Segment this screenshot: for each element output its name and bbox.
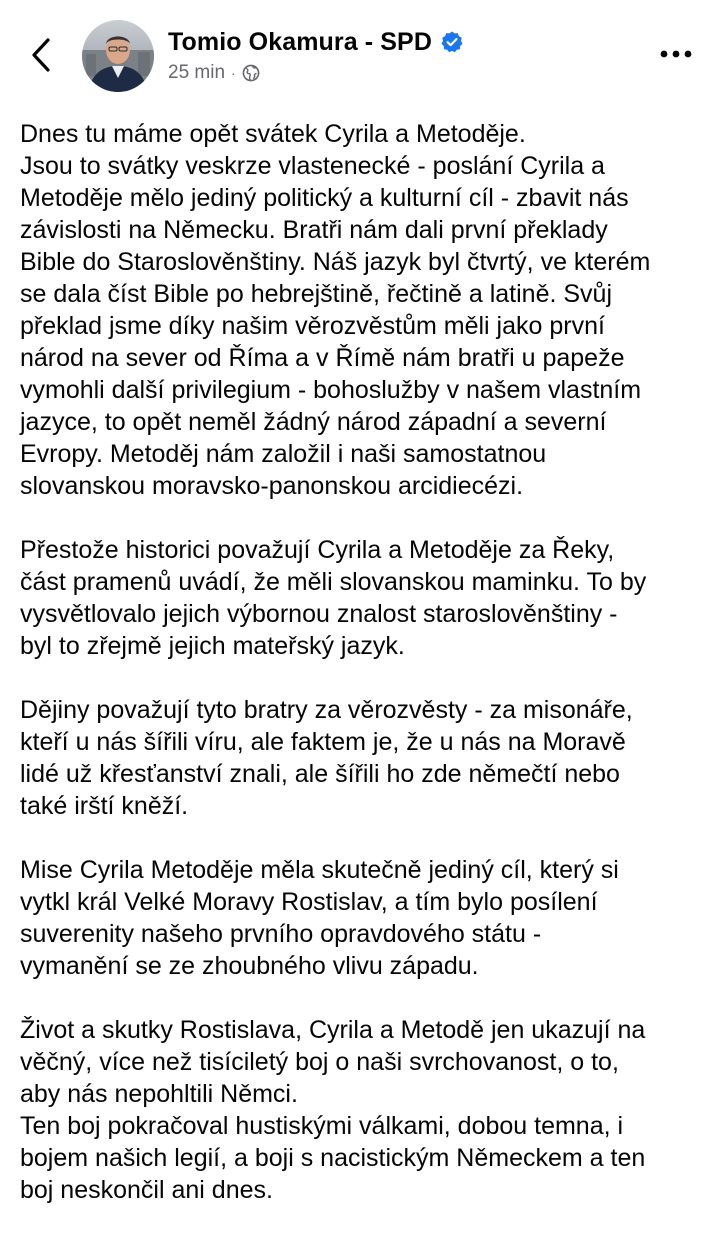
post-paragraph (20, 534, 696, 662)
post-text-line: Dnes tu máme opět svátek Cyrila a Metoděje. (20, 120, 526, 148)
post-text-line: Život a skutky Rostislava, Cyrila a Metodě jen ukazují na (20, 1016, 646, 1044)
post-text-line: Dějiny považují tyto bratry za věrozvěsty - za misonáře, (20, 696, 633, 724)
post-text-line: překlad jsme díky našim věrozvěstům měli jako první (20, 312, 605, 340)
post-text-line: kteří u nás šířili víru, ale faktem je, že u nás na Moravě (20, 728, 626, 756)
post-paragraph (20, 1014, 696, 1206)
author-row (168, 24, 464, 60)
avatar-image (82, 20, 154, 92)
post-text-line: Metoděje mělo jediný politický a kulturní cíl - zbavit nás (20, 184, 629, 212)
more-options-button[interactable] (658, 44, 694, 64)
verified-badge-icon (440, 30, 464, 54)
post-text-line: vytkl král Velké Moravy Rostislav, a tím bylo posílení (20, 888, 598, 916)
back-button[interactable] (22, 32, 62, 78)
post-timestamp[interactable]: 25 min (168, 62, 226, 83)
post-meta (168, 60, 260, 86)
post-text-line: aby nás nepohltili Němci. (20, 1080, 298, 1108)
post-paragraph (20, 118, 696, 502)
author-name[interactable]: Tomio Okamura - SPD (168, 27, 432, 56)
post-text-line: vysvětlovalo jejich výbornou znalost staroslověnštiny - (20, 600, 618, 628)
post-text-line: část pramenů uvádí, že měli slovanskou maminku. To by (20, 568, 647, 596)
post-text-line: závislosti na Německu. Bratři nám dali první překlady (20, 216, 608, 244)
post-text-line: suverenity našeho prvního opravdového státu - (20, 920, 542, 948)
post-text-line: se dala číst Bible po hebrejštině, řečtině a latině. Svůj (20, 280, 613, 308)
post-text-line: národ na sever od Říma a v Římě nám bratři u papeže (20, 344, 625, 372)
post-text-line: Přestože historici považují Cyrila a Metoděje za Řeky, (20, 536, 615, 564)
post-text (20, 118, 696, 1238)
globe-icon (242, 64, 260, 82)
post-text-line: byl to zřejmě jejich mateřský jazyk. (20, 632, 405, 660)
meta-separator: · (231, 65, 236, 81)
post-text-line: boj neskončil ani dnes. (20, 1176, 273, 1204)
post-text-line: Mise Cyrila Metoděje měla skutečně jediný cíl, který si (20, 856, 619, 884)
post-text-line: vymohli další privilegium - bohoslužby v našem vlastním (20, 376, 642, 404)
post-text-line: slovanskou moravsko-panonskou arcidiecézi. (20, 472, 524, 500)
post-header (0, 0, 716, 110)
post-paragraph (20, 854, 696, 982)
post-text-line: Jsou to svátky veskrze vlastenecké - poslání Cyrila a (20, 152, 605, 180)
post-text-line: vymanění se ze zhoubného vlivu západu. (20, 952, 479, 980)
post-text-line: Evropy. Metoděj nám založil i naši samostatnou (20, 440, 547, 468)
post-text-line: Ten boj pokračoval hustiskými válkami, dobou temna, i (20, 1112, 624, 1140)
more-horizontal-icon (658, 44, 694, 64)
post-text-line: také irští kněží. (20, 792, 189, 820)
avatar[interactable] (82, 20, 154, 92)
post-text-line: Bible do Staroslověnštiny. Náš jazyk byl čtvrtý, ve kterém (20, 248, 651, 276)
post-text-line: věčný, více než tisíciletý boj o naši svrchovanost, o to, (20, 1048, 619, 1076)
post-text-line: lidé už křesťanství znali, ale šířili ho zde němečtí nebo (20, 760, 620, 788)
post-paragraph (20, 694, 696, 822)
chevron-left-icon (22, 32, 62, 78)
post-text-line: jazyce, to opět neměl žádný národ západní a severní (20, 408, 607, 436)
post-text-line: bojem našich legií, a boji s nacistickým Německem a ten (20, 1144, 646, 1172)
